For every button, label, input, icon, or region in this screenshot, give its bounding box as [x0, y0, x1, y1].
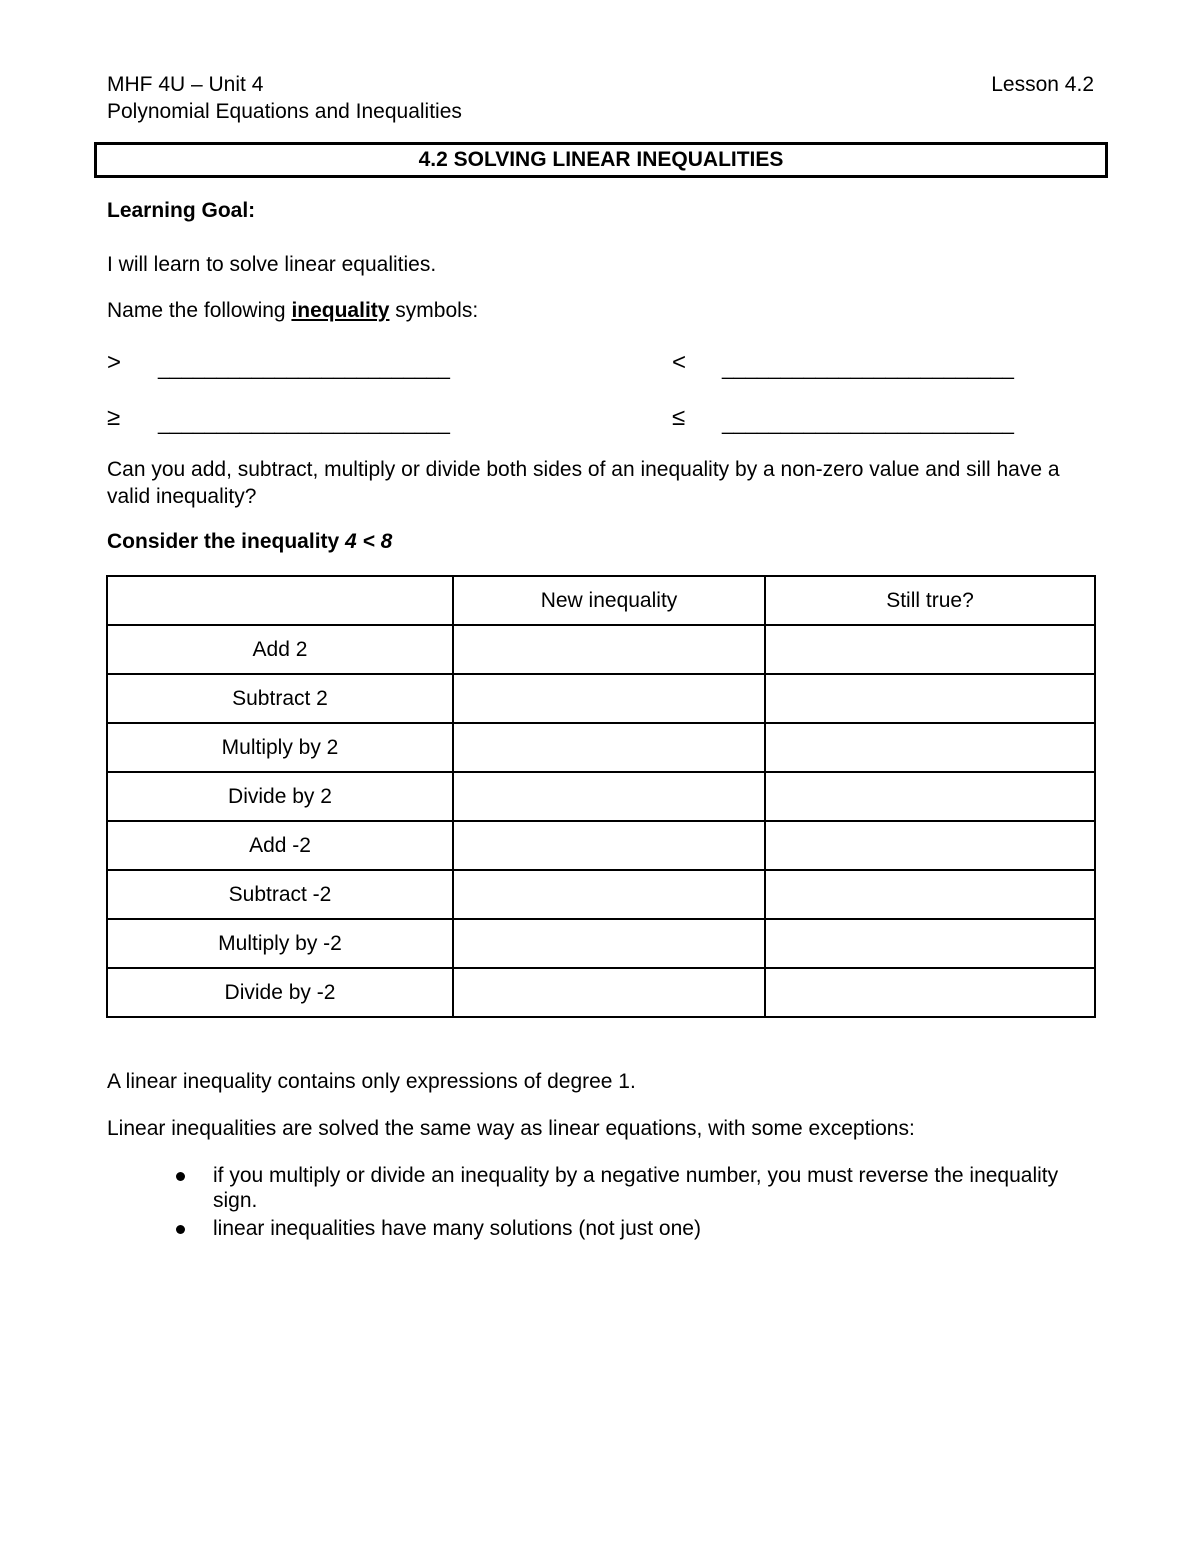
name-symbols-prompt — [107, 298, 478, 323]
table-header-cell: Still true? — [765, 576, 1095, 625]
consider-heading — [107, 529, 392, 554]
definition-text: A linear inequality contains only expressions of degree 1. — [107, 1070, 636, 1093]
symbol-greater-equal: ≥ — [107, 404, 121, 431]
new-inequality-cell[interactable] — [453, 870, 765, 919]
operation-cell: Subtract -2 — [107, 870, 453, 919]
operation-cell: Multiply by 2 — [107, 723, 453, 772]
operation-cell: Subtract 2 — [107, 674, 453, 723]
still-true-cell[interactable] — [765, 919, 1095, 968]
table-row — [107, 674, 1095, 723]
course-header: MHF 4U – Unit 4 — [107, 73, 264, 96]
consider-label: Consider the inequality — [107, 530, 346, 553]
table-row — [107, 772, 1095, 821]
new-inequality-cell[interactable] — [453, 821, 765, 870]
symbol-greater-than: > — [107, 349, 122, 376]
unit-title: Polynomial Equations and Inequalities — [107, 100, 462, 123]
operation-cell: Multiply by -2 — [107, 919, 453, 968]
table-row — [107, 821, 1095, 870]
table-row — [107, 625, 1095, 674]
symbol-less-than: < — [672, 349, 687, 376]
exceptions-list — [172, 1163, 1072, 1244]
table-row — [107, 723, 1095, 772]
still-true-cell[interactable] — [765, 870, 1095, 919]
table-row — [107, 870, 1095, 919]
answer-blank-less-than[interactable]: _________________________ — [722, 357, 1014, 380]
operation-cell: Add -2 — [107, 821, 453, 870]
table-row — [107, 919, 1095, 968]
new-inequality-cell[interactable] — [453, 674, 765, 723]
still-true-cell[interactable] — [765, 821, 1095, 870]
bullet-icon — [176, 1172, 185, 1181]
prompt-after: symbols: — [389, 299, 479, 322]
prompt-before: Name the following — [107, 299, 292, 322]
list-item — [172, 1163, 1072, 1213]
new-inequality-cell[interactable] — [453, 723, 765, 772]
exception-text: if you multiply or divide an inequality by a negative number, you must reverse the inequality sign. — [213, 1164, 1059, 1212]
table-header-cell: New inequality — [453, 576, 765, 625]
table-header-cell — [107, 576, 453, 625]
new-inequality-cell[interactable] — [453, 968, 765, 1017]
exception-text: linear inequalities have many solutions (not just one) — [213, 1217, 701, 1240]
operations-table — [106, 575, 1096, 1018]
new-inequality-cell[interactable] — [453, 625, 765, 674]
consider-expression: 4 < 8 — [345, 530, 393, 553]
still-true-cell[interactable] — [765, 723, 1095, 772]
list-item — [172, 1216, 1072, 1241]
still-true-cell[interactable] — [765, 968, 1095, 1017]
operation-cell: Divide by 2 — [107, 772, 453, 821]
page-title: 4.2 SOLVING LINEAR INEQUALITIES — [94, 142, 1108, 178]
still-true-cell[interactable] — [765, 674, 1095, 723]
still-true-cell[interactable] — [765, 772, 1095, 821]
prompt-keyword: inequality — [291, 299, 390, 322]
answer-blank-greater-than[interactable]: _________________________ — [158, 357, 450, 380]
learning-goal-label: Learning Goal: — [107, 199, 256, 222]
symbol-less-equal: ≤ — [672, 404, 686, 431]
table-header-row — [107, 576, 1095, 625]
still-true-cell[interactable] — [765, 625, 1095, 674]
answer-blank-greater-equal[interactable]: _________________________ — [158, 412, 450, 435]
operation-cell: Divide by -2 — [107, 968, 453, 1017]
learning-goal-text: I will learn to solve linear equalities. — [107, 253, 437, 276]
exceptions-intro: Linear inequalities are solved the same way as linear equations, with some exceptions: — [107, 1117, 915, 1140]
question-text: Can you add, subtract, multiply or divide both sides of an inequality by a non-zero value and sill have a valid inequality? — [107, 458, 1060, 508]
answer-blank-less-equal[interactable]: _________________________ — [722, 412, 1014, 435]
bullet-icon — [176, 1225, 185, 1234]
new-inequality-cell[interactable] — [453, 772, 765, 821]
lesson-number: Lesson 4.2 — [991, 73, 1094, 96]
operation-cell: Add 2 — [107, 625, 453, 674]
new-inequality-cell[interactable] — [453, 919, 765, 968]
table-row — [107, 968, 1095, 1017]
